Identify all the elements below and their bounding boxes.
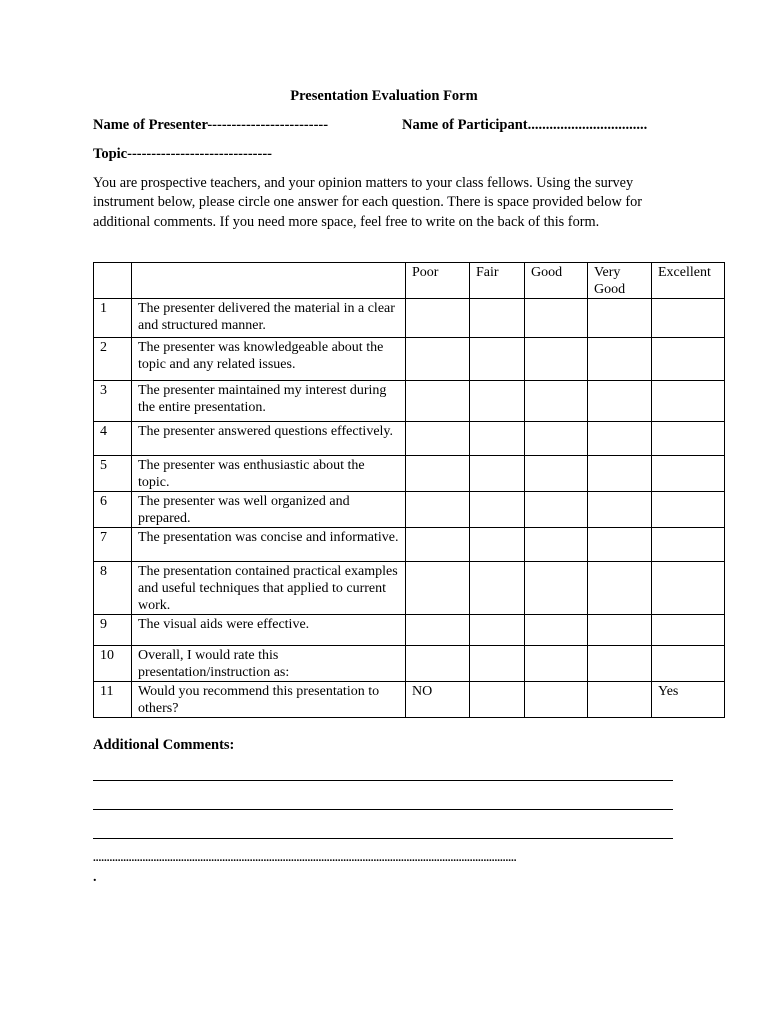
rating-good-cell[interactable] [525,338,588,381]
question-text: The presentation was concise and informative. [132,528,406,562]
rating-fair-cell[interactable] [470,682,525,718]
question-text: Overall, I would rate this presentation/instruction as: [132,646,406,682]
rating-fair-cell[interactable] [470,456,525,492]
header-cell-number [94,263,132,299]
additional-comments-label: Additional Comments: [93,737,235,753]
rating-fair-cell[interactable] [470,528,525,562]
rating-poor-cell[interactable] [406,646,470,682]
form-title: Presentation Evaluation Form [290,88,478,104]
rating-good-cell[interactable] [525,456,588,492]
table-row [94,492,725,528]
question-number: 4 [94,422,132,456]
rating-good-cell[interactable] [525,528,588,562]
question-number: 5 [94,456,132,492]
rating-excellent-cell[interactable] [652,562,725,615]
rating-very-good-cell[interactable] [588,456,652,492]
question-text: The presenter delivered the material in a clear and structured manner. [132,299,406,338]
header-fair: Fair [470,263,525,299]
table-row [94,422,725,456]
question-text: Would you recommend this presentation to others? [132,682,406,718]
question-text: The presentation contained practical examples and useful techniques that applied to current work. [132,562,406,615]
question-number: 11 [94,682,132,718]
header-very-good: Very Good [588,263,652,299]
rating-very-good-cell[interactable] [588,492,652,528]
comment-line-2[interactable] [93,809,673,810]
rating-very-good-cell[interactable] [588,381,652,422]
rating-poor-cell[interactable]: NO [406,682,470,718]
rating-poor-cell[interactable] [406,381,470,422]
participant-name-field[interactable]: Name of Participant................................. [402,117,648,133]
rating-excellent-cell[interactable] [652,338,725,381]
rating-very-good-cell[interactable] [588,615,652,646]
rating-excellent-cell[interactable] [652,299,725,338]
rating-poor-cell[interactable] [406,492,470,528]
question-number: 7 [94,528,132,562]
rating-excellent-cell[interactable] [652,381,725,422]
rating-good-cell[interactable] [525,381,588,422]
rating-poor-cell[interactable] [406,456,470,492]
table-row [94,646,725,682]
table-row [94,682,725,718]
question-number: 1 [94,299,132,338]
rating-excellent-cell[interactable] [652,492,725,528]
table-row [94,381,725,422]
rating-fair-cell[interactable] [470,422,525,456]
rating-excellent-cell[interactable] [652,456,725,492]
comment-line-3[interactable] [93,838,673,839]
question-number: 2 [94,338,132,381]
rating-poor-cell[interactable] [406,562,470,615]
header-good: Good [525,263,588,299]
rating-fair-cell[interactable] [470,615,525,646]
rating-good-cell[interactable] [525,615,588,646]
table-row [94,562,725,615]
evaluation-table [93,262,725,718]
rating-very-good-cell[interactable] [588,646,652,682]
rating-very-good-cell[interactable] [588,422,652,456]
question-text: The visual aids were effective. [132,615,406,646]
rating-excellent-cell[interactable] [652,615,725,646]
comment-line-1[interactable] [93,780,673,781]
table-row [94,456,725,492]
instructions-paragraph: You are prospective teachers, and your opinion matters to your class fellows. Using the survey instrument below, please circle one answer for each question. There is space provided below for additional comments. If you need more space, feel free to write on the back of this form. [93,175,643,230]
question-number: 9 [94,615,132,646]
rating-good-cell[interactable] [525,492,588,528]
rating-good-cell[interactable] [525,422,588,456]
header-excellent: Excellent [652,263,725,299]
table-row [94,299,725,338]
question-number: 6 [94,492,132,528]
table-header-row [94,263,725,299]
rating-poor-cell[interactable] [406,299,470,338]
rating-poor-cell[interactable] [406,338,470,381]
rating-very-good-cell[interactable] [588,528,652,562]
table-row [94,615,725,646]
question-number: 3 [94,381,132,422]
table-row [94,528,725,562]
rating-fair-cell[interactable] [470,299,525,338]
rating-fair-cell[interactable] [470,338,525,381]
rating-fair-cell[interactable] [470,492,525,528]
question-text: The presenter maintained my interest during the entire presentation. [132,381,406,422]
header-cell-question [132,263,406,299]
rating-excellent-cell[interactable] [652,528,725,562]
comment-dotted-line[interactable]: .......................................................................................................................................................... [93,852,517,864]
question-text: The presenter was knowledgeable about the topic and any related issues. [132,338,406,381]
question-text: The presenter answered questions effectively. [132,422,406,456]
rating-very-good-cell[interactable] [588,299,652,338]
rating-poor-cell[interactable] [406,528,470,562]
rating-fair-cell[interactable] [470,646,525,682]
question-number: 10 [94,646,132,682]
rating-good-cell[interactable] [525,562,588,615]
rating-very-good-cell[interactable] [588,338,652,381]
rating-poor-cell[interactable] [406,615,470,646]
rating-very-good-cell[interactable] [588,682,652,718]
rating-excellent-cell[interactable] [652,422,725,456]
table-row [94,338,725,381]
rating-good-cell[interactable] [525,646,588,682]
rating-excellent-cell[interactable]: Yes [652,682,725,718]
rating-poor-cell[interactable] [406,422,470,456]
question-text: The presenter was enthusiastic about the topic. [132,456,406,492]
topic-field[interactable]: Topic------------------------------ [93,146,272,162]
question-text: The presenter was well organized and prepared. [132,492,406,528]
question-number: 8 [94,562,132,615]
rating-fair-cell[interactable] [470,562,525,615]
comment-dotted-tail: . [93,870,97,885]
presenter-name-field[interactable]: Name of Presenter------------------------- [93,117,329,133]
header-poor: Poor [406,263,470,299]
rating-very-good-cell[interactable] [588,562,652,615]
rating-excellent-cell[interactable] [652,646,725,682]
rating-fair-cell[interactable] [470,381,525,422]
rating-good-cell[interactable] [525,682,588,718]
rating-good-cell[interactable] [525,299,588,338]
